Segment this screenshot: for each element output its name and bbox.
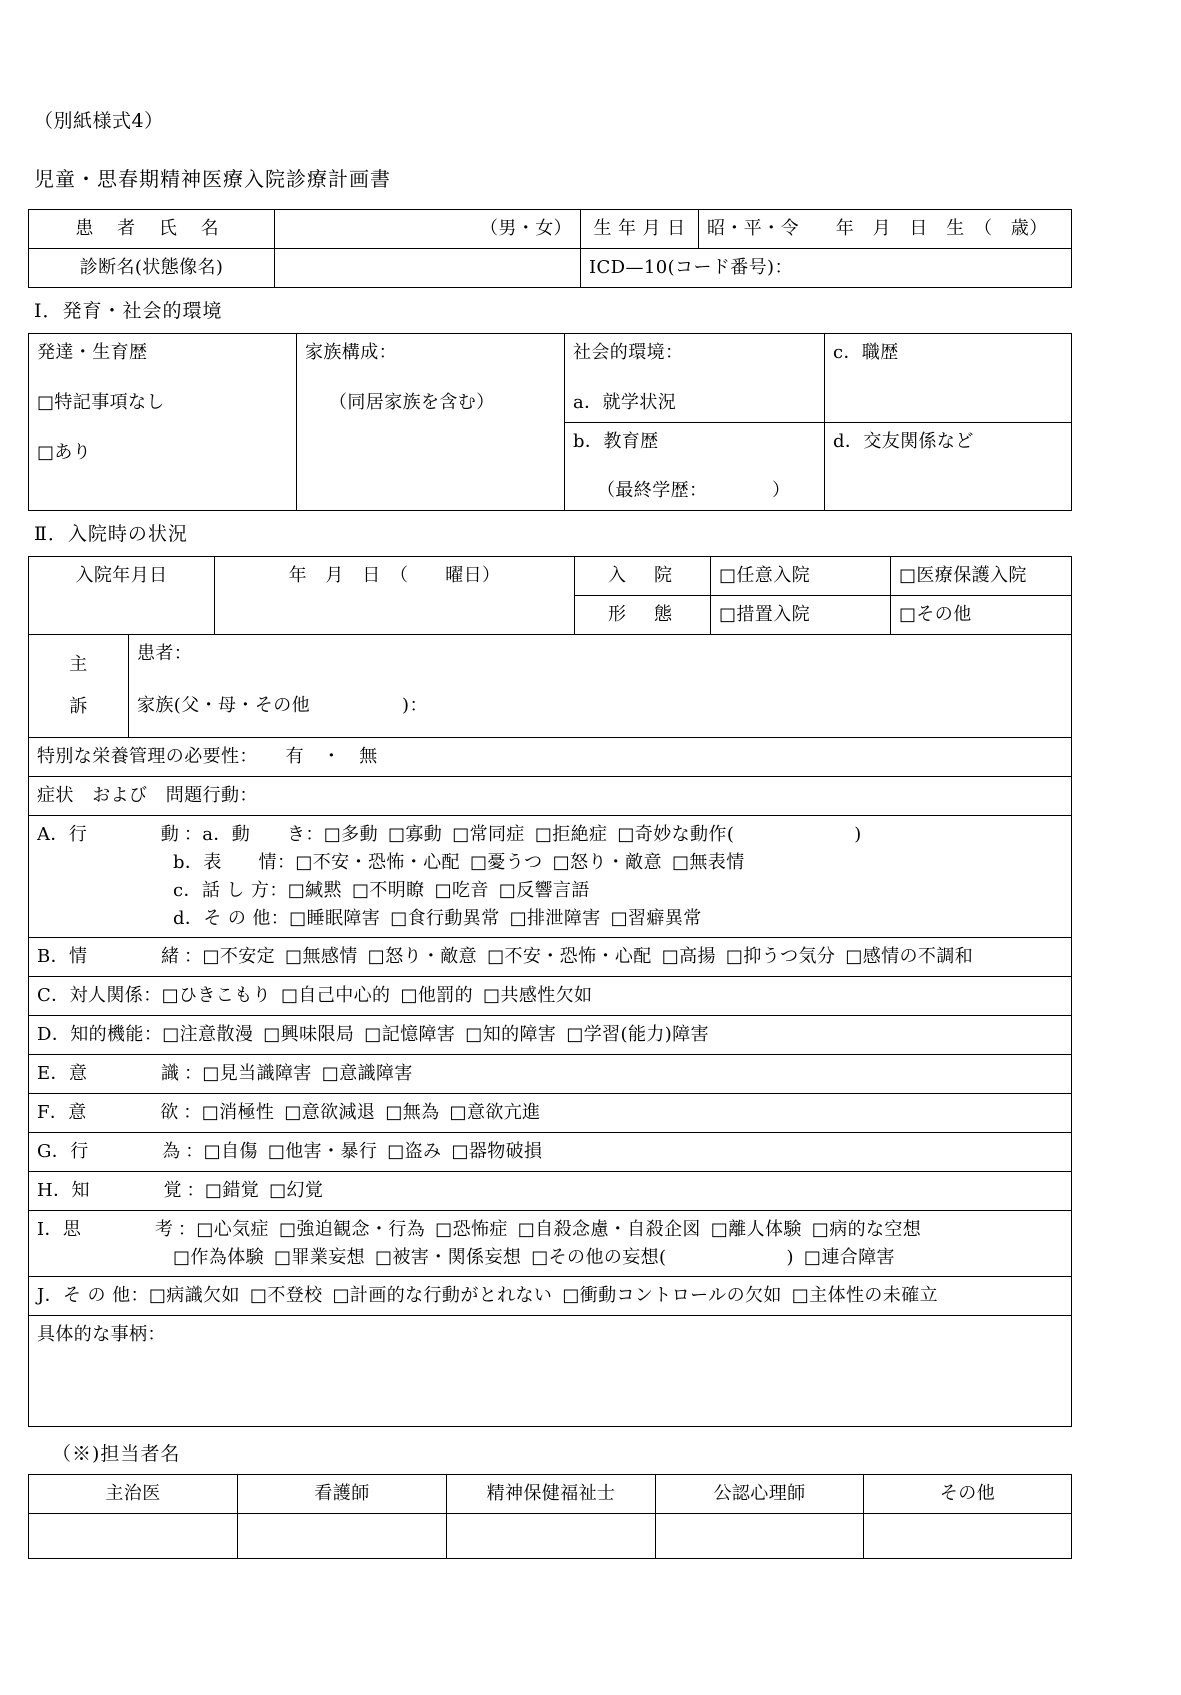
chief-complaint-cell[interactable] [129,635,1072,738]
staff-value-psychologist[interactable] [656,1514,864,1559]
symptom-C-code: C． [37,985,70,1007]
family-composition-note: （同居家族を含む） [329,391,495,413]
education-history-label[interactable]: b．教育歴 [573,430,659,452]
checkbox-medical-protection-admission[interactable]: □医療保護入院 [891,557,1072,596]
admission-date-input[interactable]: 年 月 日 （ 曜日） [215,557,575,635]
checkbox-guilt-delusion[interactable]: □罪業妄想 [274,1246,366,1268]
checkbox-apathy[interactable]: □無感情 [285,946,358,968]
checkbox-odd-behavior[interactable]: □奇妙な動作( [617,823,735,845]
checkbox-passivity[interactable]: □消極性 [201,1102,275,1124]
birthdate-label: 生 年 月 日 [581,210,699,249]
checkbox-voluntary-admission[interactable]: □任意入院 [711,557,891,596]
staff-value-other[interactable] [864,1514,1072,1559]
checkbox-property-damage[interactable]: □器物破損 [451,1140,543,1162]
symptom-row-H: H．知 覚：□錯覚 □幻覚 [29,1171,1072,1210]
table-row [29,635,1072,738]
staff-value-nurse[interactable] [238,1514,447,1559]
diagnosis-input[interactable] [275,248,581,287]
section-2-heading: Ⅱ．入院時の状況 [34,523,188,546]
diagnosis-label: 診断名(状態像名) [29,248,275,287]
checkbox-instability[interactable]: □不安定 [202,946,276,968]
symptoms-heading-row: 症状 および 問題行動： [29,777,1072,816]
symptom-B-code: B． [37,946,70,968]
checkbox-school-refusal[interactable]: □不登校 [249,1285,323,1307]
checkbox-lack-of-insight[interactable]: □病識欠如 [148,1285,240,1307]
checkbox-association-disorder[interactable]: □連合障害 [803,1246,895,1268]
table-row [29,557,1072,596]
admission-type-label-line2: 形 態 [575,596,711,635]
symptom-C-label: 対人関係 [69,985,144,1007]
birthdate-input[interactable]: 昭・平・令 年 月 日 生 （ 歳） [699,210,1072,249]
chief-complaint-label-char2: 訴 [69,696,88,718]
checkbox-depersonalization[interactable]: □離人体験 [710,1218,802,1240]
patient-name-input[interactable] [275,210,581,249]
symptom-I-line-1: Ⅰ．思 考：□心気症 □強迫観念・行為 □恐怖症 □自殺念慮・自殺企図 □離人体験 □病的な空想 [37,1216,1063,1244]
patient-info-table [28,209,1072,288]
symptom-H-code: H． [37,1179,72,1201]
checkbox-hallucination[interactable]: □幻覚 [269,1179,324,1201]
symptom-row-B: B．情 緒：□不安定 □無感情 □怒り・敵意 □不安・恐怖・心配 □高揚 □抑うつ気分 □感情の不調和 [29,938,1072,977]
table-row [29,1475,1072,1514]
checkbox-obsession[interactable]: □強迫観念・行為 [278,1218,426,1240]
symptom-row-F: F．意 欲：□消極性 □意欲減退 □無為 □意欲亢進 [29,1094,1072,1133]
symptom-J-code: J． [37,1285,64,1307]
checkbox-no-planned-behavior[interactable]: □計画的な行動がとれない [332,1285,553,1307]
symptom-row-J: J．そ の 他：□病識欠如 □不登校 □計画的な行動がとれない □衝動コントロールの欠如 □主体性の未確立 [29,1277,1072,1316]
staff-col-psychologist: 公認心理師 [656,1475,864,1514]
checkbox-unestablished-autonomy[interactable]: □主体性の未確立 [791,1285,938,1307]
checkbox-disorientation[interactable]: □見当識障害 [202,1063,312,1085]
symptom-A-a-key: a．動 き [202,823,306,845]
staff-col-psw: 精神保健福祉士 [447,1475,656,1514]
table-row [29,248,1072,287]
checkbox-hyperactivity[interactable]: □多動 [323,823,378,845]
table-row [29,1316,1072,1427]
symptom-F-code: F． [37,1102,69,1124]
concrete-details-cell[interactable]: 具体的な事柄： [29,1316,1072,1427]
staff-value-doctor[interactable] [29,1514,238,1559]
table-row [29,1171,1072,1210]
checkbox-restricted-interest[interactable]: □興味限局 [263,1024,355,1046]
symptom-B-label: 情 緒 [69,946,185,968]
checkbox-blaming-others[interactable]: □他罰的 [400,985,474,1007]
symptom-D-label: 知的機能 [70,1024,144,1046]
checkbox-lack-of-empathy[interactable]: □共感性欠如 [483,985,593,1007]
chief-complaint-label [29,635,129,738]
checkbox-anxiety-fear-worry-emotion[interactable]: □不安・恐怖・心配 [487,946,652,968]
table-row [29,815,1072,938]
symptom-F-label: 意 欲 [68,1102,184,1124]
work-history-cell[interactable]: c．職歴 [825,333,1072,422]
checkbox-distractibility[interactable]: □注意散漫 [162,1024,254,1046]
checkbox-stuttering[interactable]: □吃音 [434,879,489,901]
symptom-A-line-d: d．そ の 他：□睡眠障害 □食行動異常 □排泄障害 □習癖異常 [173,907,702,929]
symptom-row-G: G．行 為：□自傷 □他害・暴行 □盗み □器物破損 [29,1132,1072,1171]
checkbox-has-notes[interactable]: □あり [37,441,92,463]
checkbox-impulse-control-deficit[interactable]: □衝動コントロールの欠如 [562,1285,782,1307]
complaint-patient-field[interactable]: 患者： [137,643,193,665]
checkbox-stealing[interactable]: □盗み [387,1140,442,1162]
checkbox-pathological-fantasy[interactable]: □病的な空想 [811,1218,922,1240]
checkbox-violence[interactable]: □他害・暴行 [267,1140,378,1162]
checkbox-phobia[interactable]: □恐怖症 [435,1218,508,1240]
symptom-E-code: E． [37,1063,69,1085]
checkbox-sleep-disorder[interactable]: □睡眠障害 [289,907,381,929]
staff-col-nurse: 看護師 [238,1475,447,1514]
checkbox-memory-disorder[interactable]: □記憶障害 [364,1024,456,1046]
checkbox-anger-hostility-expression[interactable]: □怒り・敵意 [552,851,662,873]
symptom-I-line-2 [37,1244,1063,1272]
table-row [29,777,1072,816]
symptom-row-I [29,1210,1072,1277]
checkbox-illusion[interactable]: □錯覚 [204,1179,260,1201]
checkbox-persecution-delusion[interactable]: □被害・関係妄想 [375,1246,522,1268]
table-row [29,977,1072,1016]
symptom-A-b-key: b．表 情 [173,851,277,873]
table-row [29,738,1072,777]
checkbox-learning-disability[interactable]: □学習(能力)障害 [566,1024,709,1046]
social-schooling-label[interactable]: a．就学状況 [573,391,677,413]
table-row [29,1210,1072,1277]
symptom-A-code: A． [37,823,69,845]
table-row [29,1132,1072,1171]
symptom-row-D: D．知的機能：□注意散漫 □興味限局 □記憶障害 □知的障害 □学習(能力)障害 [29,1016,1072,1055]
checkbox-depressed-expression[interactable]: □憂うつ [469,851,543,873]
checkbox-no-special-notes[interactable]: □特記事項なし [37,391,165,413]
checkbox-echolalia[interactable]: □反響言語 [498,879,590,901]
icd-code-input[interactable]: ICD—10(コード番号)： [581,248,1072,287]
symptom-A-c-key: c．話 し 方 [173,879,270,901]
section-2-table [28,556,1072,1427]
checkbox-elimination-disorder[interactable]: □排泄障害 [509,907,601,929]
table-row [29,1514,1072,1559]
table-row [29,333,1072,422]
complaint-family-field[interactable]: 家族(父・母・その他 )： [137,695,428,717]
family-composition-label: 家族構成： [305,341,397,363]
table-row [29,938,1072,977]
checkbox-elation[interactable]: □高揚 [661,946,716,968]
checkbox-anxiety-fear-worry[interactable]: □不安・恐怖・心配 [295,851,460,873]
symptom-I-code: Ⅰ． [37,1218,63,1240]
symptom-G-code: G． [37,1140,71,1162]
table-row [29,1055,1072,1094]
checkbox-mutism[interactable]: □緘黙 [287,879,342,901]
table-row [29,1277,1072,1316]
sex-note: （男・女） [480,218,572,239]
patient-name-label: 患 者 氏 名 [29,210,275,249]
symptom-A-line-b: b．表 情：□不安・恐怖・心配 □憂うつ □怒り・敵意 □無表情 [173,851,745,873]
staff-value-psw[interactable] [447,1514,656,1559]
checkbox-compulsory-admission[interactable]: □措置入院 [711,596,891,635]
checkbox-inactivity[interactable]: □無為 [385,1102,440,1124]
staff-table [28,1474,1072,1559]
final-education-field[interactable]: （最終学歴： ） [597,480,791,502]
checkbox-hypoactivity[interactable]: □寡動 [387,823,443,845]
chief-complaint-label-char1: 主 [69,654,88,676]
development-history-cell [29,333,297,511]
section-1-heading: Ⅰ．発育・社会的環境 [34,299,223,322]
symptom-A-d-key: d．そ の 他 [173,907,271,929]
form-number: （別紙様式4） [34,110,164,132]
symptom-row-C: C．対人関係：□ひきこもり □自己中心的 □他罰的 □共感性欠如 [29,977,1072,1016]
checkbox-self-harm[interactable]: □自傷 [203,1140,258,1162]
table-row [29,1094,1072,1133]
symptom-E-label: 意 識 [68,1063,184,1085]
family-composition-cell[interactable] [297,333,565,511]
checkbox-intellectual-disability[interactable]: □知的障害 [465,1024,557,1046]
nutrition-management-row[interactable]: 特別な栄養管理の必要性： 有 ・ 無 [29,738,1072,777]
staff-section-heading: （※)担当者名 [52,1443,181,1466]
checkbox-eating-disorder[interactable]: □食行動異常 [390,907,500,929]
odd-behavior-paren-close: ) [854,823,862,845]
checkbox-habit-disorder[interactable]: □習癖異常 [610,907,702,929]
checkbox-egocentric[interactable]: □自己中心的 [281,985,391,1007]
staff-col-other: その他 [864,1475,1072,1514]
checkbox-anger-hostility[interactable]: □怒り・敵意 [367,946,478,968]
development-history-label: 発達・生育歴 [37,341,148,363]
checkbox-withdrawal[interactable]: □ひきこもり [161,985,272,1007]
symptom-A-line-c: c．話 し 方：□緘黙 □不明瞭 □吃音 □反響言語 [173,879,590,901]
symptom-G-label: 行 為 [70,1140,186,1162]
checkbox-stereotypy[interactable]: □常同症 [452,823,525,845]
social-environment-label: 社会的環境： [573,341,684,363]
symptom-row-A [29,815,1072,938]
admission-type-label-line1: 入 院 [575,557,711,596]
other-delusion-paren-close: ) [786,1246,794,1268]
checkbox-suicidal-ideation[interactable]: □自殺念慮・自殺企図 [517,1218,701,1240]
friendship-cell[interactable]: d．交友関係など [825,422,1072,511]
checkbox-consciousness-disorder[interactable]: □意識障害 [321,1063,413,1085]
checkbox-depressive-mood[interactable]: □抑うつ気分 [725,946,836,968]
social-environment-cell [565,333,825,422]
symptom-row-E: E．意 識：□見当識障害 □意識障害 [29,1055,1072,1094]
staff-col-doctor: 主治医 [29,1475,238,1514]
checkbox-hypochondria[interactable]: □心気症 [196,1218,269,1240]
checkbox-made-experience[interactable]: □作為体験 [173,1246,265,1268]
admission-date-label: 入院年月日 [29,557,215,635]
checkbox-negativism[interactable]: □拒絶症 [534,823,608,845]
symptom-A-line-a: A．行 動：a．動 き：□多動 □寡動 □常同症 □拒絶症 □奇妙な動作( ) [37,821,1063,849]
checkbox-blank-expression[interactable]: □無表情 [671,851,745,873]
symptom-A-label: 行 動 [68,823,184,845]
document-title: 児童・思春期精神医療入院診療計画書 [34,167,391,191]
section-1-table [28,333,1072,512]
checkbox-reduced-motivation[interactable]: □意欲減退 [284,1102,376,1124]
checkbox-other-delusion[interactable]: □その他の妄想( [531,1246,667,1268]
checkbox-emotional-incongruence[interactable]: □感情の不調和 [845,946,974,968]
checkbox-other-admission[interactable]: □その他 [891,596,1072,635]
symptom-D-code: D． [37,1024,71,1046]
table-row [29,210,1072,249]
checkbox-unclear-speech[interactable]: □不明瞭 [351,879,425,901]
symptom-J-label: そ の 他 [63,1285,131,1307]
symptom-H-label: 知 覚 [71,1179,187,1201]
education-history-cell [565,422,825,511]
symptom-I-label: 思 考 [62,1218,178,1240]
checkbox-increased-motivation[interactable]: □意欲亢進 [449,1102,541,1124]
table-row [29,1016,1072,1055]
